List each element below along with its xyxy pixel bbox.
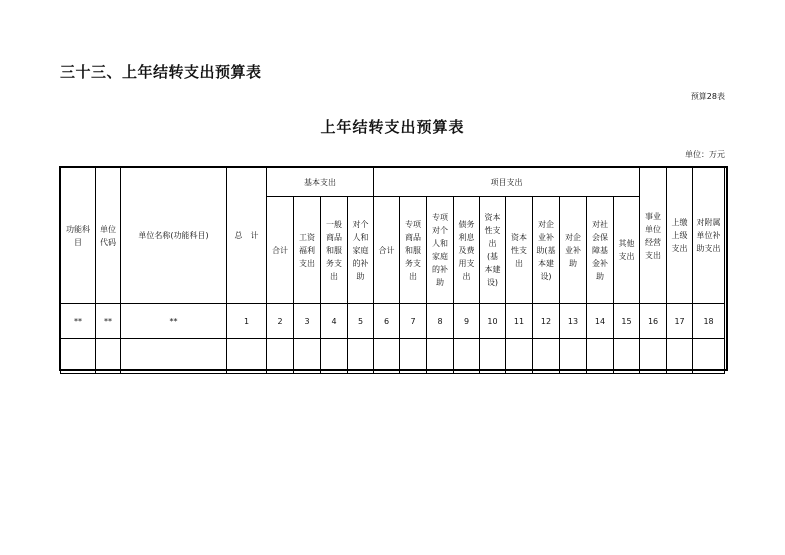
form-number: 预算28表	[690, 92, 725, 101]
header-func-code: 功能科目	[61, 168, 96, 304]
empty-cell	[267, 339, 294, 374]
empty-cell	[96, 339, 121, 374]
empty-cell	[427, 339, 454, 374]
empty-data-row	[61, 339, 725, 374]
header-basic-sub: 工资福利支出	[294, 197, 321, 304]
number-cell: 12	[533, 304, 560, 339]
budget-table	[60, 167, 725, 374]
header-basic-sub: 对个人和家庭的补助	[348, 197, 374, 304]
header-upper: 上缴上级支出	[667, 168, 693, 304]
empty-cell	[374, 339, 400, 374]
header-project-sub: 合计	[374, 197, 400, 304]
header-project-sub: 对企业补助	[560, 197, 587, 304]
empty-cell	[400, 339, 427, 374]
empty-cell	[587, 339, 614, 374]
empty-cell	[454, 339, 480, 374]
column-number-row	[61, 304, 725, 339]
empty-cell	[506, 339, 533, 374]
header-project-group: 项目支出	[374, 168, 640, 197]
number-cell: 4	[321, 304, 348, 339]
number-cell: **	[96, 304, 121, 339]
header-basic-sub: 一般商品和服务支出	[321, 197, 348, 304]
empty-cell	[321, 339, 348, 374]
header-project-sub: 债务利息及费用支出	[454, 197, 480, 304]
header-total: 总 计	[227, 168, 267, 304]
header-unit-name: 单位名称(功能科目)	[121, 168, 227, 304]
header-project-sub: 对企业补助(基本建设)	[533, 197, 560, 304]
header-project-sub: 对社会保障基金补助	[587, 197, 614, 304]
empty-cell	[121, 339, 227, 374]
header-affiliated: 对附属单位补助支出	[693, 168, 725, 304]
header-project-sub: 资本性支出	[506, 197, 533, 304]
header-project-sub: 专项商品和服务支出	[400, 197, 427, 304]
empty-cell	[61, 339, 96, 374]
empty-cell	[667, 339, 693, 374]
number-cell: 7	[400, 304, 427, 339]
empty-cell	[640, 339, 667, 374]
header-unit-code: 单位代码	[96, 168, 121, 304]
number-cell: 10	[480, 304, 506, 339]
number-cell: 17	[667, 304, 693, 339]
number-cell: 5	[348, 304, 374, 339]
header-enterprise: 事业单位经营支出	[640, 168, 667, 304]
header-project-sub: 专项对个人和家庭的补助	[427, 197, 454, 304]
unit-label: 单位：万元	[685, 150, 725, 159]
number-cell: 6	[374, 304, 400, 339]
header-row-1	[61, 168, 725, 197]
header-basic-group: 基本支出	[267, 168, 374, 197]
number-cell: 11	[506, 304, 533, 339]
number-cell: 16	[640, 304, 667, 339]
number-cell: 8	[427, 304, 454, 339]
empty-cell	[480, 339, 506, 374]
number-cell: **	[121, 304, 227, 339]
number-cell: 2	[267, 304, 294, 339]
number-cell: 14	[587, 304, 614, 339]
empty-cell	[294, 339, 321, 374]
number-cell: 13	[560, 304, 587, 339]
empty-cell	[227, 339, 267, 374]
empty-cell	[533, 339, 560, 374]
header-project-sub: 其他支出	[614, 197, 640, 304]
number-cell: **	[61, 304, 96, 339]
section-title: 三十三、上年结转支出预算表	[60, 63, 262, 81]
number-cell: 3	[294, 304, 321, 339]
document-title: 上年结转支出预算表	[320, 118, 465, 136]
empty-cell	[614, 339, 640, 374]
empty-cell	[560, 339, 587, 374]
header-project-sub: 资本性支出(基本建设)	[480, 197, 506, 304]
number-cell: 1	[227, 304, 267, 339]
empty-cell	[693, 339, 725, 374]
empty-cell	[348, 339, 374, 374]
header-basic-sub: 合计	[267, 197, 294, 304]
number-cell: 9	[454, 304, 480, 339]
number-cell: 18	[693, 304, 725, 339]
number-cell: 15	[614, 304, 640, 339]
